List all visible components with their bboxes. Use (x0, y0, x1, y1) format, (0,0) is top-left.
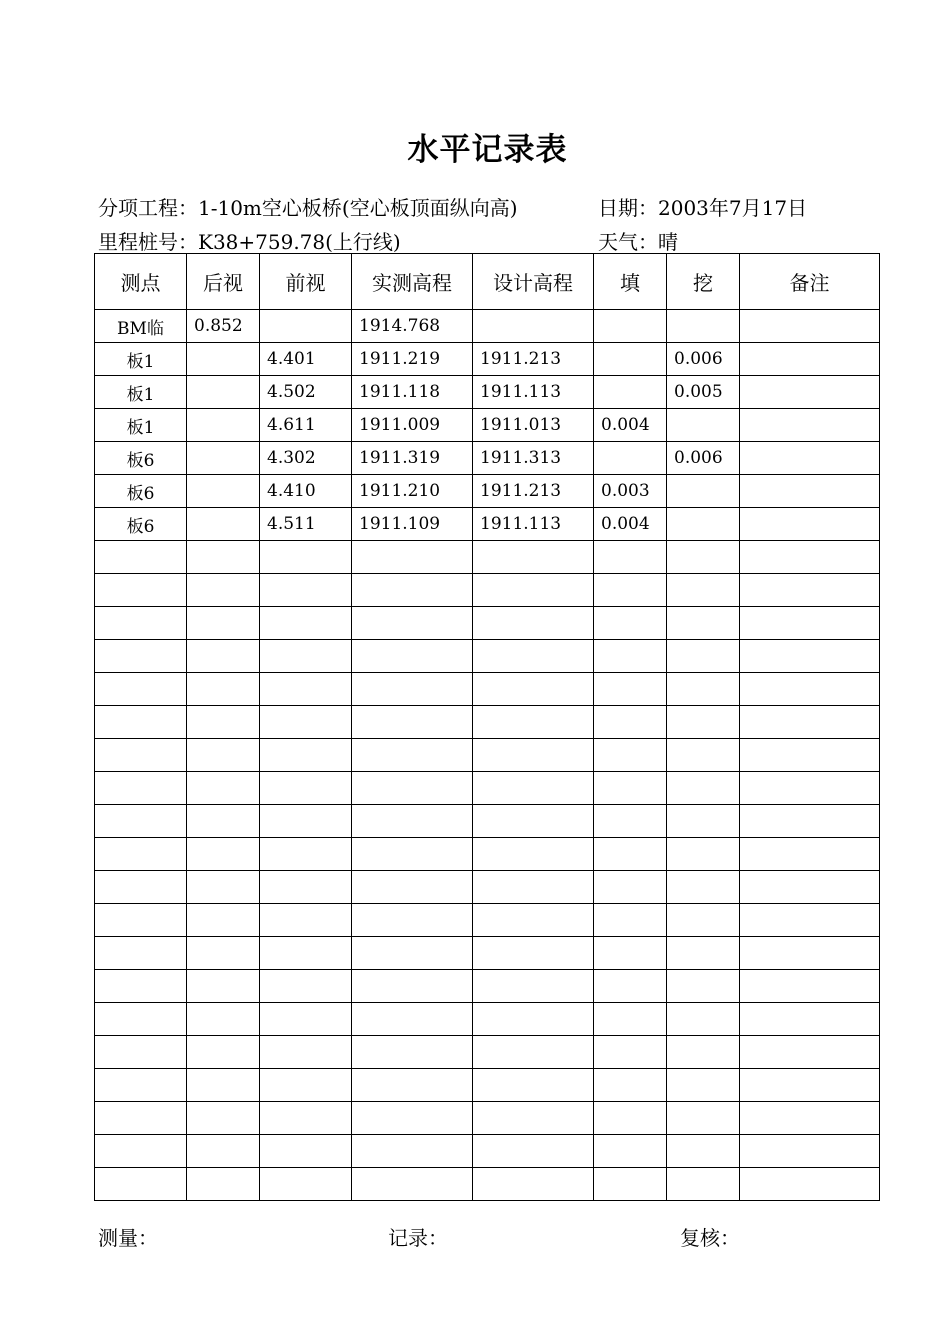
table-cell (473, 1168, 594, 1201)
table-cell (740, 574, 880, 607)
date-label: 日期：2003年7月17日 (598, 196, 808, 220)
table-cell (473, 640, 594, 673)
table-cell (594, 1135, 667, 1168)
table-cell (667, 838, 740, 871)
table-cell (473, 904, 594, 937)
table-cell (187, 871, 260, 904)
table-cell (667, 475, 740, 508)
table-cell (187, 376, 260, 409)
table-cell (260, 1168, 352, 1201)
col-header-station-point: 测点 (95, 254, 187, 310)
empty-table-row (95, 970, 880, 1003)
table-cell (594, 1069, 667, 1102)
table-row (95, 343, 880, 376)
table-cell (95, 871, 187, 904)
empty-table-row (95, 739, 880, 772)
table-cell (187, 508, 260, 541)
col-header-cut: 挖 (667, 254, 740, 310)
table-cell (352, 1003, 473, 1036)
table-cell (594, 838, 667, 871)
table-cell (473, 541, 594, 574)
col-header-remarks: 备注 (740, 254, 880, 310)
empty-table-row (95, 937, 880, 970)
table-cell: 1911.210 (352, 475, 473, 508)
table-cell: 4.502 (260, 376, 352, 409)
table-cell (95, 1168, 187, 1201)
table-cell (187, 574, 260, 607)
table-cell: 板1 (95, 343, 187, 376)
table-cell (667, 706, 740, 739)
table-row (95, 310, 880, 343)
empty-table-row (95, 706, 880, 739)
table-cell (740, 343, 880, 376)
table-cell (352, 706, 473, 739)
table-cell: 1911.109 (352, 508, 473, 541)
empty-table-row (95, 904, 880, 937)
table-cell (740, 508, 880, 541)
table-cell (95, 673, 187, 706)
table-cell (667, 937, 740, 970)
table-cell: 0.006 (667, 343, 740, 376)
empty-table-row (95, 574, 880, 607)
table-cell (187, 970, 260, 1003)
table-cell (594, 673, 667, 706)
table-cell (187, 937, 260, 970)
survey-label: 测量： (98, 1226, 158, 1250)
col-header-backsight: 后视 (187, 254, 260, 310)
table-cell (473, 310, 594, 343)
table-cell (260, 1069, 352, 1102)
table-cell (740, 937, 880, 970)
table-cell: 1911.013 (473, 409, 594, 442)
table-cell (667, 805, 740, 838)
table-cell: 1911.009 (352, 409, 473, 442)
table-cell: 1911.313 (473, 442, 594, 475)
empty-table-row (95, 871, 880, 904)
table-cell (740, 706, 880, 739)
table-cell (260, 838, 352, 871)
table-cell (95, 541, 187, 574)
table-cell (667, 541, 740, 574)
table-cell: 0.004 (594, 508, 667, 541)
table-cell (667, 1168, 740, 1201)
table-cell (594, 739, 667, 772)
table-row (95, 409, 880, 442)
table-cell: 0.004 (594, 409, 667, 442)
table-cell (740, 1102, 880, 1135)
table-cell (473, 937, 594, 970)
table-cell (473, 1003, 594, 1036)
table-cell (95, 1003, 187, 1036)
table-cell (473, 739, 594, 772)
table-cell: 4.611 (260, 409, 352, 442)
table-cell (594, 970, 667, 1003)
table-cell: 1911.213 (473, 343, 594, 376)
table-cell (352, 904, 473, 937)
table-cell (260, 1135, 352, 1168)
table-cell (95, 706, 187, 739)
table-cell (352, 541, 473, 574)
table-cell (667, 904, 740, 937)
table-cell (594, 442, 667, 475)
table-cell (260, 640, 352, 673)
table-cell (594, 310, 667, 343)
table-cell (187, 706, 260, 739)
table-cell (260, 1036, 352, 1069)
table-cell (594, 1102, 667, 1135)
table-cell: 1914.768 (352, 310, 473, 343)
table-cell (740, 640, 880, 673)
table-cell (95, 904, 187, 937)
table-cell (740, 1135, 880, 1168)
table-cell (352, 1036, 473, 1069)
table-cell (473, 1069, 594, 1102)
table-cell (667, 310, 740, 343)
project-label: 分项工程：1-10m空心板桥(空心板顶面纵向高) (98, 196, 518, 220)
review-label: 复核： (680, 1226, 740, 1250)
table-cell (352, 838, 473, 871)
table-cell (594, 1168, 667, 1201)
table-cell: 1911.219 (352, 343, 473, 376)
table-cell (740, 1036, 880, 1069)
col-header-foresight: 前视 (260, 254, 352, 310)
table-cell (187, 343, 260, 376)
table-cell (473, 1135, 594, 1168)
table-cell (740, 1003, 880, 1036)
table-cell (473, 772, 594, 805)
table-row (95, 442, 880, 475)
table-cell (667, 673, 740, 706)
table-cell (187, 475, 260, 508)
table-cell (594, 376, 667, 409)
table-row (95, 376, 880, 409)
leveling-record-table (94, 253, 880, 1201)
table-cell (740, 409, 880, 442)
table-cell (473, 838, 594, 871)
col-header-fill: 填 (594, 254, 667, 310)
table-cell (260, 871, 352, 904)
table-cell (260, 1102, 352, 1135)
table-cell: 1911.113 (473, 376, 594, 409)
table-cell: 1911.118 (352, 376, 473, 409)
table-cell: 板6 (95, 442, 187, 475)
table-cell (473, 805, 594, 838)
empty-table-row (95, 1036, 880, 1069)
table-cell (95, 805, 187, 838)
table-cell: 4.302 (260, 442, 352, 475)
table-cell: BM临 (95, 310, 187, 343)
table-cell (187, 1069, 260, 1102)
table-cell (740, 310, 880, 343)
empty-table-row (95, 772, 880, 805)
table-cell (473, 970, 594, 1003)
table-cell (187, 1168, 260, 1201)
table-cell (260, 937, 352, 970)
table-row (95, 508, 880, 541)
table-cell (95, 739, 187, 772)
table-cell (740, 772, 880, 805)
table-cell (260, 772, 352, 805)
table-cell (95, 1069, 187, 1102)
table-cell (594, 706, 667, 739)
table-cell: 1911.113 (473, 508, 594, 541)
table-cell (594, 1003, 667, 1036)
table-cell (740, 805, 880, 838)
table-cell (473, 706, 594, 739)
table-cell (473, 574, 594, 607)
table-cell (187, 904, 260, 937)
table-cell (187, 838, 260, 871)
empty-table-row (95, 1168, 880, 1201)
table-cell (740, 541, 880, 574)
table-cell (260, 541, 352, 574)
empty-table-row (95, 640, 880, 673)
table-cell (260, 805, 352, 838)
table-cell (667, 409, 740, 442)
table-cell (95, 574, 187, 607)
station-label: 里程桩号：K38+759.78(上行线) (98, 230, 401, 254)
table-cell (473, 1036, 594, 1069)
empty-table-row (95, 673, 880, 706)
table-cell (260, 706, 352, 739)
table-cell (187, 1036, 260, 1069)
table-cell (594, 937, 667, 970)
table-cell (95, 1135, 187, 1168)
table-cell (352, 1135, 473, 1168)
table-cell (740, 871, 880, 904)
table-cell (187, 1102, 260, 1135)
table-cell (187, 607, 260, 640)
table-cell (667, 871, 740, 904)
table-cell (594, 904, 667, 937)
table-cell (187, 409, 260, 442)
table-cell (95, 772, 187, 805)
table-cell: 4.401 (260, 343, 352, 376)
table-cell (95, 640, 187, 673)
table-cell (260, 673, 352, 706)
table-cell (352, 805, 473, 838)
table-cell (187, 1135, 260, 1168)
col-header-measured-elevation: 实测高程 (352, 254, 473, 310)
table-cell (594, 607, 667, 640)
table-cell (740, 970, 880, 1003)
table-cell: 0.006 (667, 442, 740, 475)
table-cell (260, 739, 352, 772)
table-cell (187, 1003, 260, 1036)
table-cell (594, 541, 667, 574)
table-cell (594, 343, 667, 376)
empty-table-row (95, 1135, 880, 1168)
table-cell (260, 574, 352, 607)
table-cell (667, 508, 740, 541)
table-cell (352, 1069, 473, 1102)
table-cell (187, 442, 260, 475)
table-cell (187, 673, 260, 706)
table-cell (473, 871, 594, 904)
table-row (95, 475, 880, 508)
table-body (95, 310, 880, 1201)
table-cell (352, 937, 473, 970)
table-cell (187, 739, 260, 772)
table-cell: 4.511 (260, 508, 352, 541)
table-cell (187, 541, 260, 574)
table-cell (187, 805, 260, 838)
page-title: 水平记录表 (407, 132, 568, 168)
empty-table-row (95, 607, 880, 640)
table-cell (187, 640, 260, 673)
table-cell (667, 1102, 740, 1135)
table-cell (740, 475, 880, 508)
table-cell: 板1 (95, 376, 187, 409)
table-cell (95, 970, 187, 1003)
table-cell (740, 376, 880, 409)
table-cell (667, 640, 740, 673)
table-cell (95, 607, 187, 640)
table-cell (352, 1168, 473, 1201)
table-cell (594, 640, 667, 673)
table-cell (594, 805, 667, 838)
table-cell (352, 607, 473, 640)
table-cell (352, 1102, 473, 1135)
table-cell: 4.410 (260, 475, 352, 508)
table-cell (740, 838, 880, 871)
table-cell (594, 574, 667, 607)
table-cell (594, 772, 667, 805)
table-cell (352, 673, 473, 706)
col-header-design-elevation: 设计高程 (473, 254, 594, 310)
table-cell: 0.005 (667, 376, 740, 409)
table-cell (95, 1036, 187, 1069)
table-cell (667, 970, 740, 1003)
empty-table-row (95, 1069, 880, 1102)
table-cell (740, 607, 880, 640)
table-cell (740, 442, 880, 475)
table-cell (740, 1168, 880, 1201)
empty-table-row (95, 838, 880, 871)
table-cell (352, 970, 473, 1003)
table-cell (95, 838, 187, 871)
weather-label: 天气：晴 (598, 230, 678, 254)
table-cell (740, 904, 880, 937)
empty-table-row (95, 1003, 880, 1036)
table-cell (352, 640, 473, 673)
table-cell (667, 1036, 740, 1069)
table-cell (667, 772, 740, 805)
table-cell (352, 772, 473, 805)
table-cell (260, 904, 352, 937)
table-cell: 1911.319 (352, 442, 473, 475)
table-cell: 板6 (95, 508, 187, 541)
table-cell (667, 739, 740, 772)
table-cell (740, 739, 880, 772)
table-cell (352, 871, 473, 904)
table-cell (667, 607, 740, 640)
record-label: 记录： (388, 1226, 448, 1250)
table-cell (473, 673, 594, 706)
table-cell (187, 772, 260, 805)
empty-table-row (95, 541, 880, 574)
table-cell (594, 1036, 667, 1069)
table-cell (667, 1135, 740, 1168)
table-cell (473, 1102, 594, 1135)
table-cell (740, 673, 880, 706)
table-cell (260, 607, 352, 640)
table-cell: 1911.213 (473, 475, 594, 508)
table-cell (260, 970, 352, 1003)
table-cell (260, 1003, 352, 1036)
table-cell (473, 607, 594, 640)
table-cell: 0.003 (594, 475, 667, 508)
table-cell: 板6 (95, 475, 187, 508)
table-cell: 0.852 (187, 310, 260, 343)
table-header-row (95, 254, 880, 310)
table-cell: 板1 (95, 409, 187, 442)
table-cell (594, 871, 667, 904)
table-cell (667, 1069, 740, 1102)
table-cell (95, 937, 187, 970)
table-cell (95, 1102, 187, 1135)
table-cell (740, 1069, 880, 1102)
table-cell (667, 1003, 740, 1036)
table-cell (260, 310, 352, 343)
table-cell (352, 739, 473, 772)
table-cell (667, 574, 740, 607)
table-cell (352, 574, 473, 607)
empty-table-row (95, 1102, 880, 1135)
empty-table-row (95, 805, 880, 838)
